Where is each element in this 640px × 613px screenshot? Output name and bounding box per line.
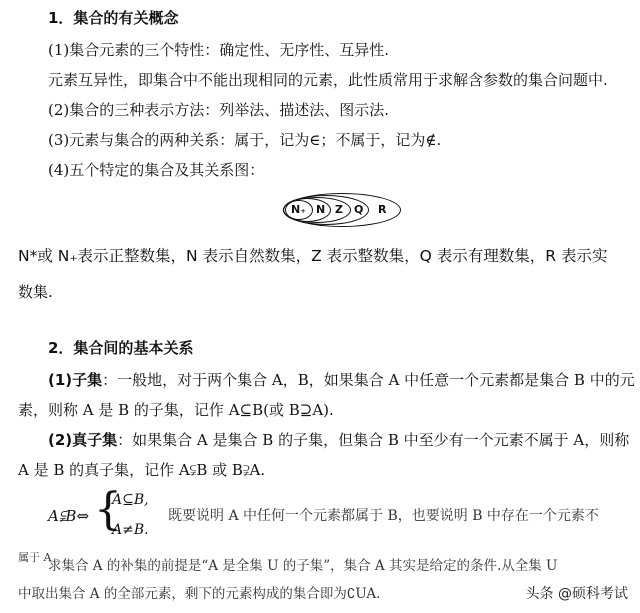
paragraph: (4)五个特定的集合及其关系图：	[48, 161, 265, 179]
label-z: Z	[335, 203, 343, 216]
paragraph: (3)元素与集合的两种关系：属于，记为∈；不属于，记为∉.	[48, 131, 442, 149]
paragraph-text: ：如果集合 A 是集合 B 的子集，但集合 B 中至少有一个元素不属于 A，则称	[117, 431, 630, 449]
paragraph: (2)集合的三种表示方法：列举法、描述法、图示法.	[48, 101, 390, 119]
watermark-text: 头条 @硕科考试	[525, 586, 628, 602]
label-n-plus: N₊	[291, 203, 307, 216]
paragraph: 元素互异性，即集合中不能出现相同的元素，此性质常用于求解含参数的集合问题中.	[48, 71, 608, 89]
paragraph: (1)集合元素的三个特性：确定性、无序性、互异性.	[48, 41, 390, 59]
paragraph: N*或 N₊表示正整数集，N 表示自然数集，Z 表示整数集，Q 表示有理数集，R 表示实	[18, 247, 608, 265]
label-r: R	[378, 203, 387, 216]
paragraph: 属于 A	[18, 551, 52, 564]
paragraph: A 是 B 的真子集，记作 A⫋B 或 B⫌A.	[18, 461, 266, 479]
watermark	[526, 583, 628, 603]
label-q: Q	[354, 203, 364, 216]
condition-bottom: A≠B.	[112, 522, 149, 538]
condition-left: A⫋B⇔	[48, 507, 90, 525]
paragraph: 素，则称 A 是 B 的子集，记作 A⊆B(或 B⊇A).	[18, 401, 334, 419]
paragraph: 既要说明 A 中任何一个元素都属于 B，也要说明 B 中存在一个元素不	[168, 508, 599, 524]
paragraph: 中取出集合 A 的全部元素，剩下的元素构成的集合即为∁UA.	[18, 586, 381, 602]
term-subset: (1)子集	[48, 371, 103, 389]
section-2-heading: 2．集合间的基本关系	[48, 339, 194, 357]
number-set-diagram	[283, 190, 403, 230]
paragraph	[48, 370, 635, 390]
brace-icon: {	[94, 484, 122, 535]
paragraph	[48, 430, 629, 450]
label-n: N	[316, 203, 326, 216]
paragraph-text: ：一般地，对于两个集合 A，B，如果集合 A 中任意一个元素都是集合 B 中的元	[102, 371, 635, 389]
term-proper-subset: (2)真子集	[48, 431, 118, 449]
paragraph: 数集.	[18, 283, 53, 301]
paragraph: 求集合 A 的补集的前提是“A 是全集 U 的子集”，集合 A 其实是给定的条件.从全集 U	[48, 558, 558, 574]
condition-top: A⊆B,	[112, 492, 149, 508]
section-1-heading: 1．集合的有关概念	[48, 9, 179, 27]
